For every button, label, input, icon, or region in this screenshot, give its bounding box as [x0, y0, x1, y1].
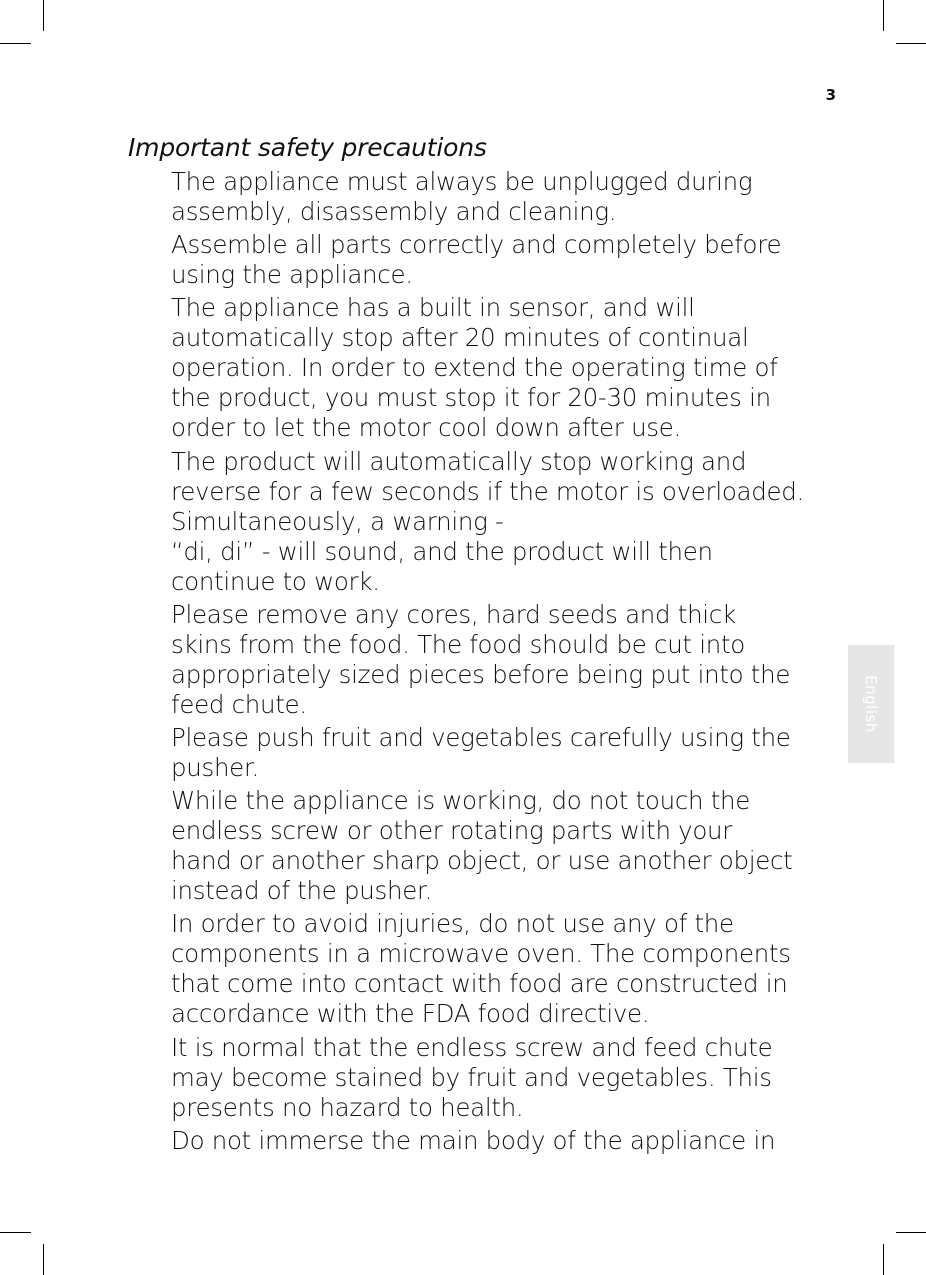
precaution-paragraph [171, 909, 811, 1029]
paragraph-line: Simultaneously, a warning - [171, 506, 504, 536]
paragraph-line: presents no hazard to health. [171, 1092, 524, 1122]
crop-mark [43, 0, 44, 31]
paragraph-line: may become stained by fruit and vegetables. This [171, 1062, 772, 1092]
paragraph-line: using the appliance. [171, 260, 413, 290]
language-tab [848, 645, 894, 763]
paragraph-line: continue to work. [171, 566, 380, 596]
paragraph-line: hand or another sharp object, or use another object [171, 846, 793, 876]
paragraph-line: components in a microwave oven. The components [171, 939, 791, 969]
paragraph-line: skins from the food. The food should be cut into [171, 629, 745, 659]
paragraph-line: “di, di” - will sound, and the product will then [171, 536, 713, 566]
paragraph-line: In order to avoid injuries, do not use any of the [171, 909, 734, 939]
page-number: 3 [825, 86, 836, 104]
precaution-paragraph [171, 723, 811, 783]
precaution-paragraph [171, 447, 811, 597]
paragraph-line: feed chute. [171, 689, 307, 719]
paragraph-line: assembly, disassembly and cleaning. [171, 197, 617, 226]
paragraph-line: While the appliance is working, do not touch the [171, 786, 751, 816]
paragraph-line: that come into contact with food are constructed in [171, 969, 788, 999]
paragraph-line: reverse for a few seconds if the motor is overloaded. [171, 476, 805, 506]
paragraph-line: The appliance must always be unplugged during [171, 167, 753, 196]
crop-mark [883, 1244, 884, 1275]
precaution-paragraph [171, 786, 811, 906]
crop-mark [896, 1232, 926, 1233]
paragraph-line: pusher. [171, 752, 259, 782]
crop-mark [0, 43, 31, 44]
paragraph-line: instead of the pusher. [171, 876, 432, 906]
paragraph-line: operation. In order to extend the operating time of [171, 353, 778, 383]
paragraph-line: endless screw or other rotating parts with your [171, 816, 733, 846]
precautions-list [171, 167, 811, 1159]
paragraph-line: automatically stop after 20 minutes of continual [171, 323, 749, 353]
language-tab-label: English [862, 675, 880, 733]
paragraph-line: order to let the motor cool down after use. [171, 413, 682, 443]
paragraph-line: Do not immerse the main body of the appliance in [171, 1125, 776, 1155]
paragraph-line: The product will automatically stop working and [171, 446, 747, 476]
crop-mark [896, 43, 926, 44]
precaution-paragraph [171, 1033, 811, 1123]
paragraph-line: Please push fruit and vegetables carefully using the [171, 722, 791, 752]
paragraph-line: The appliance has a built in sensor, and will [171, 293, 695, 323]
precaution-paragraph [171, 230, 811, 290]
precaution-paragraph [171, 293, 811, 443]
precaution-paragraph [171, 167, 811, 227]
precaution-paragraph [171, 1126, 811, 1156]
paragraph-line: appropriately sized pieces before being put into the [171, 659, 791, 689]
crop-mark [0, 1232, 31, 1233]
precaution-paragraph [171, 600, 811, 720]
paragraph-line: It is normal that the endless screw and feed chute [171, 1032, 773, 1062]
paragraph-line: the product, you must stop it for 20-30 minutes in [171, 383, 771, 413]
crop-mark [43, 1244, 44, 1275]
paragraph-line: Please remove any cores, hard seeds and thick [171, 599, 736, 629]
paragraph-line: Assemble all parts correctly and completely before [171, 230, 782, 260]
paragraph-line: accordance with the FDA food directive. [171, 999, 650, 1029]
section-heading: Important safety precautions [128, 133, 487, 162]
crop-mark [883, 0, 884, 31]
